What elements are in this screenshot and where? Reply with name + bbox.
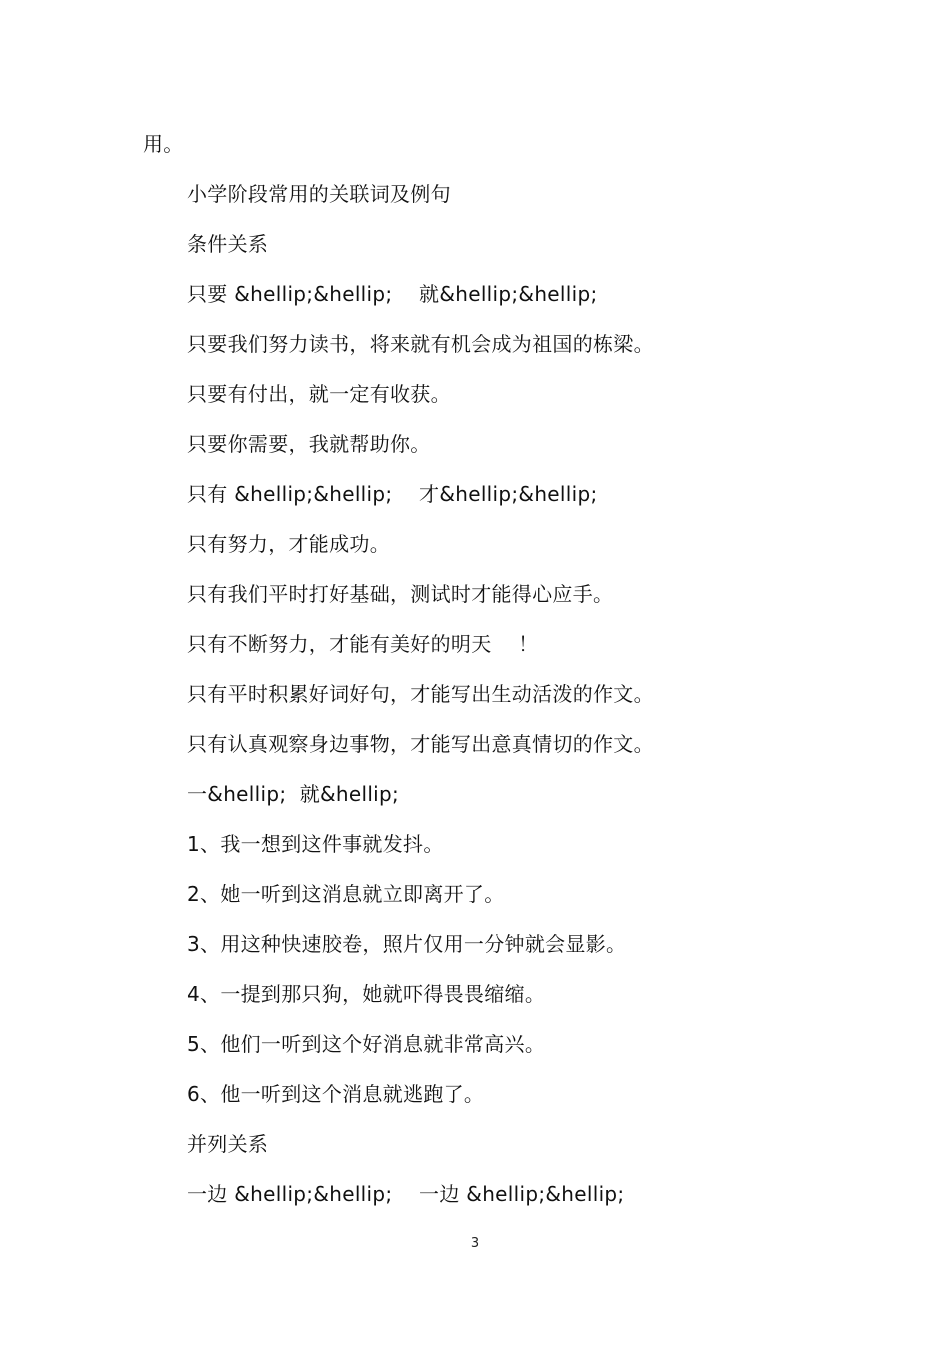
text-line-continuation: 用。 <box>143 132 184 156</box>
example-sentence: 只有努力，才能成功。 <box>187 532 390 556</box>
pattern-line: 一&hellip; 就&hellip; <box>187 782 400 806</box>
example-sentence: 只有平时积累好词好句，才能写出生动活泼的作文。 <box>187 682 654 706</box>
example-sentence: 只要我们努力读书，将来就有机会成为祖国的栋梁。 <box>187 332 654 356</box>
page-number: 3 <box>470 1236 480 1251</box>
pattern-line: 只要 &hellip;&hellip; 就&hellip;&hellip; <box>187 282 598 306</box>
example-sentence: 只有不断努力，才能有美好的明天 ！ <box>187 632 539 656</box>
numbered-example: 5、他们一听到这个好消息就非常高兴。 <box>187 1032 546 1056</box>
numbered-example: 4、一提到那只狗，她就吓得畏畏缩缩。 <box>187 982 546 1006</box>
example-sentence: 只有认真观察身边事物，才能写出意真情切的作文。 <box>187 732 654 756</box>
numbered-example: 2、她一听到这消息就立即离开了。 <box>187 882 505 906</box>
example-sentence: 只要你需要，我就帮助你。 <box>187 432 431 456</box>
pattern-line: 只有 &hellip;&hellip; 才&hellip;&hellip; <box>187 482 598 506</box>
pattern-line: 一边 &hellip;&hellip; 一边 &hellip;&hellip; <box>187 1182 625 1206</box>
example-sentence: 只要有付出，就一定有收获。 <box>187 382 451 406</box>
numbered-example: 1、我一想到这件事就发抖。 <box>187 832 444 856</box>
subsection-heading: 并列关系 <box>187 1132 269 1156</box>
section-heading: 小学阶段常用的关联词及例句 <box>187 182 451 206</box>
example-sentence: 只有我们平时打好基础，测试时才能得心应手。 <box>187 582 614 606</box>
numbered-example: 3、用这种快速胶卷，照片仅用一分钟就会显影。 <box>187 932 627 956</box>
numbered-example: 6、他一听到这个消息就逃跑了。 <box>187 1082 485 1106</box>
subsection-heading: 条件关系 <box>187 232 269 256</box>
